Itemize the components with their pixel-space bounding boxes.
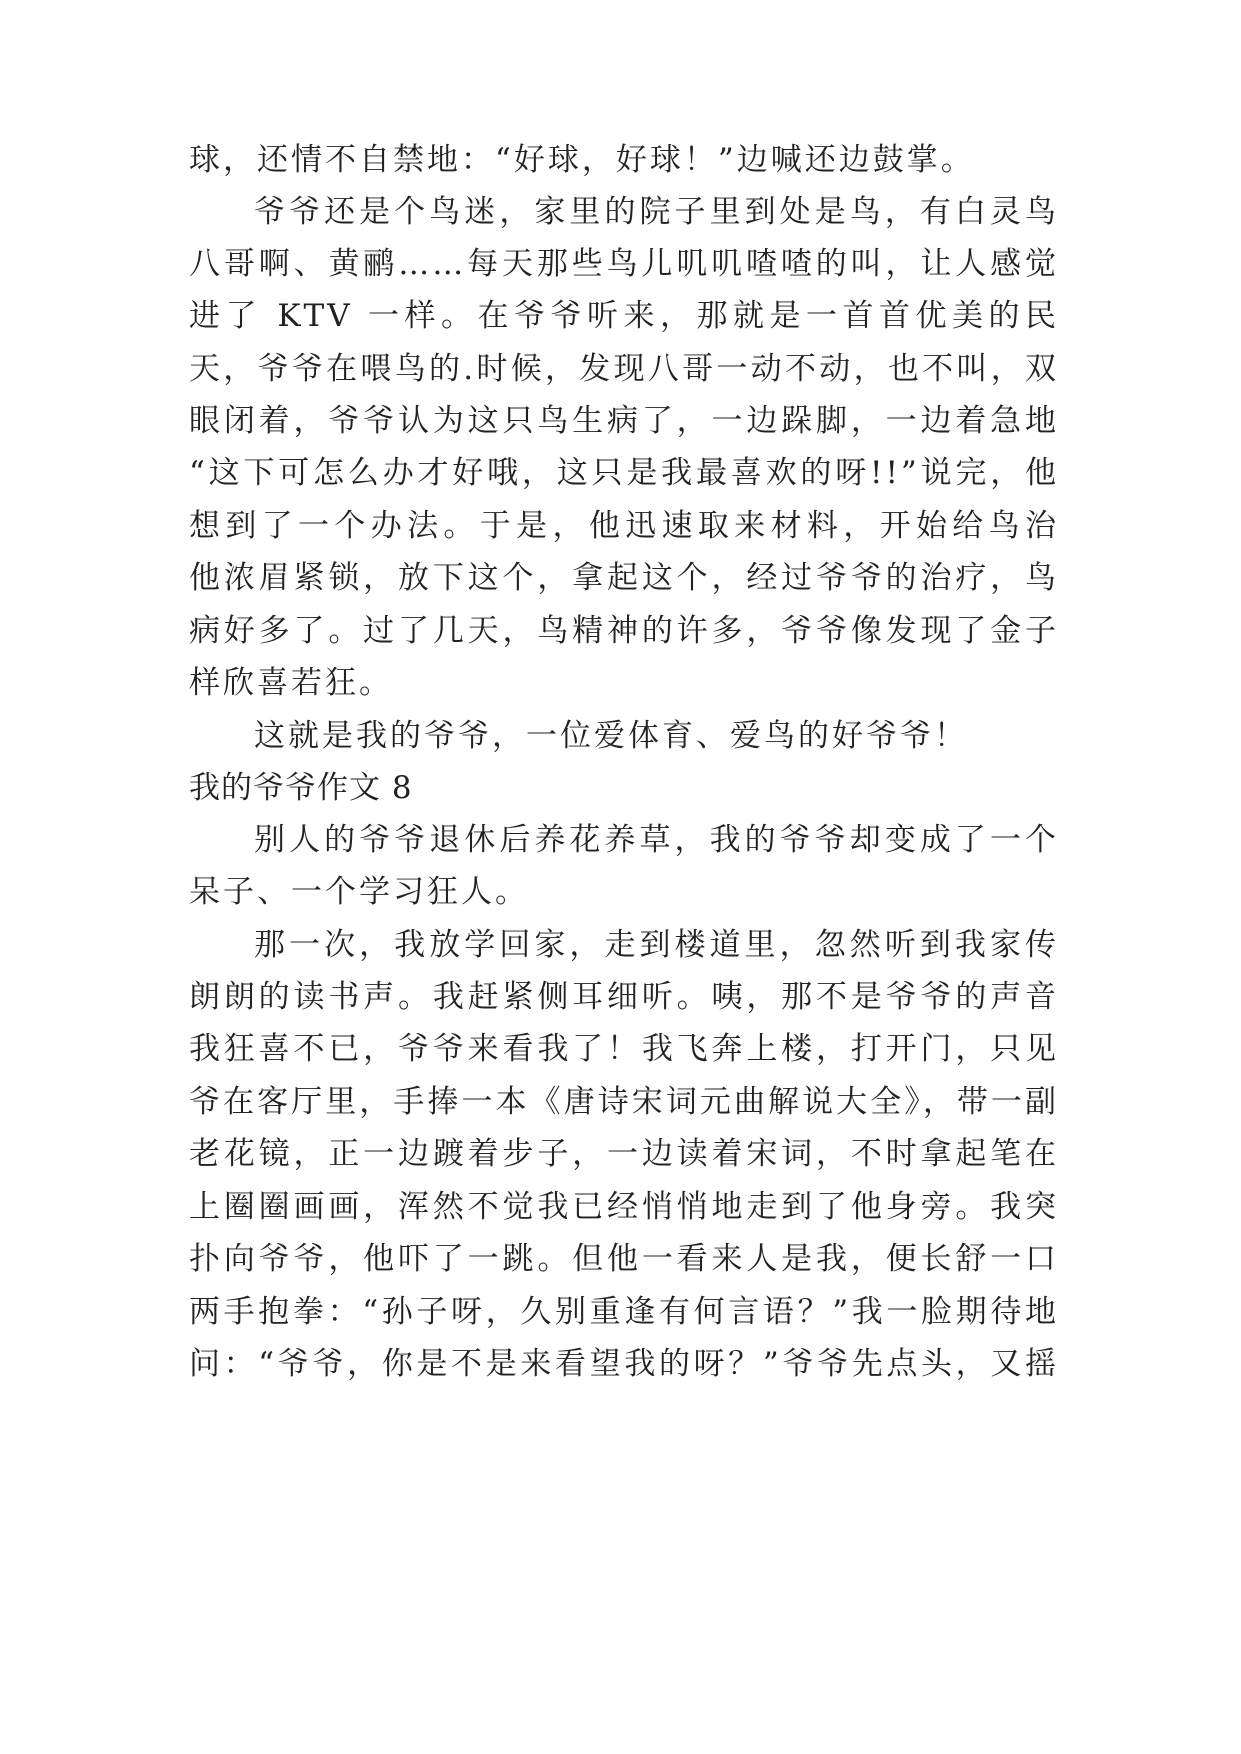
text-line: 扑向爷爷，他吓了一跳。但他一看来人是我，便长舒一口 xyxy=(189,1241,1059,1277)
text-line: 眼闭着，爷爷认为这只鸟生病了，一边跺脚，一边着急地 xyxy=(189,403,1059,439)
text-line: 天，爷爷在喂鸟的.时候，发现八哥一动不动，也不叫，双 xyxy=(189,351,1059,387)
text-line: 病好多了。过了几天，鸟精神的许多，爷爷像发现了金子 xyxy=(189,613,1059,649)
paragraph-start-line: 那一次，我放学回家，走到楼道里，忽然听到我家传 xyxy=(254,927,1059,963)
text-line: 老花镜，正一边踱着步子，一边读着宋词，不时拿起笔在 xyxy=(189,1136,1059,1172)
text-line: 样欣喜若狂。 xyxy=(189,665,393,701)
text-line: 朗朗的读书声。我赶紧侧耳细听。咦，那不是爷爷的声音 xyxy=(189,979,1059,1015)
text-line: 我狂喜不已，爷爷来看我了！我飞奔上楼，打开门，只见 xyxy=(189,1031,1059,1067)
section-heading: 我的爷爷作文 8 xyxy=(189,770,413,806)
text-line: 他浓眉紧锁，放下这个，拿起这个，经过爷爷的治疗，鸟 xyxy=(189,560,1059,596)
text-line: 爷在客厅里，手捧一本《唐诗宋词元曲解说大全》，带一副 xyxy=(189,1084,1059,1120)
text-line: 八哥啊、黄鹂……每天那些鸟儿叽叽喳喳的叫，让人感觉 xyxy=(189,246,1059,282)
text-line: 进了 KTV 一样。在爷爷听来，那就是一首首优美的民 xyxy=(189,298,1059,334)
text-line: 球，还情不自禁地：“好球，好球！”边喊还边鼓掌。 xyxy=(189,142,975,178)
text-line: 问：“爷爷，你是不是来看望我的呀？”爷爷先点头，又摇 xyxy=(189,1346,1059,1382)
paragraph-start-line: 爷爷还是个鸟迷，家里的院子里到处是鸟，有白灵鸟 xyxy=(254,194,1059,230)
text-line: 两手抱拳：“孙子呀，久别重逢有何言语？”我一脸期待地 xyxy=(189,1294,1059,1330)
text-line: 呆子、一个学习狂人。 xyxy=(189,874,529,910)
paragraph-start-line: 别人的爷爷退休后养花养草，我的爷爷却变成了一个 xyxy=(254,822,1059,858)
text-line: “这下可怎么办才好哦，这只是我最喜欢的呀!!”说完，他 xyxy=(189,455,1059,491)
paragraph-start-line: 这就是我的爷爷，一位爱体育、爱鸟的好爷爷！ xyxy=(254,718,968,754)
text-line: 想到了一个办法。于是，他迅速取来材料，开始给鸟治 xyxy=(189,508,1059,544)
text-line: 上圈圈画画，浑然不觉我已经悄悄地走到了他身旁。我突 xyxy=(189,1189,1059,1225)
